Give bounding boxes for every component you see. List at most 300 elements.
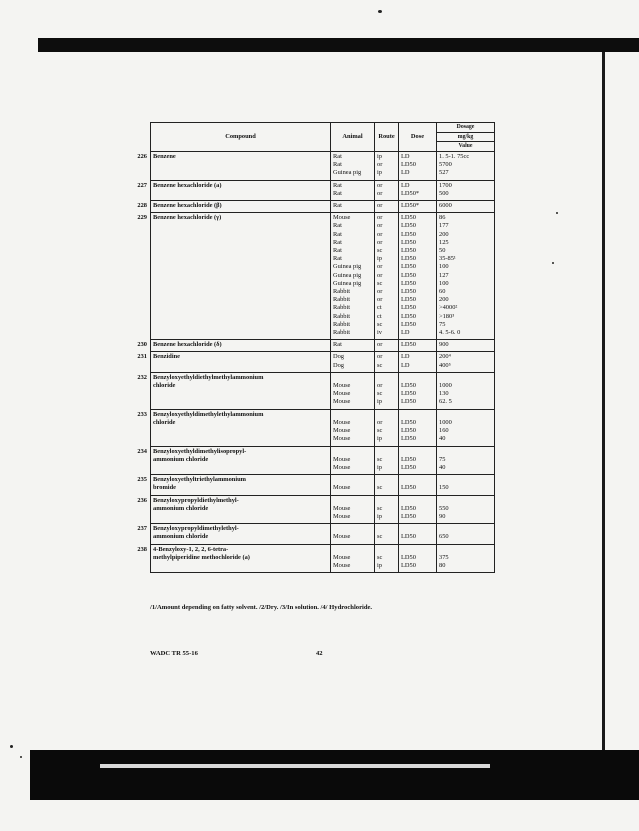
cell-dose <box>399 372 437 409</box>
cell-animal <box>331 446 375 475</box>
dose-line: LD50 <box>401 161 416 169</box>
cell-value <box>437 372 495 409</box>
animal-lines <box>333 182 372 198</box>
route-line: ct <box>377 304 382 312</box>
compound-line: Benzyloxyethyldimethylisopropyl- <box>153 447 247 455</box>
cell-route <box>375 152 399 181</box>
table-row <box>151 340 495 352</box>
cell-value <box>437 524 495 544</box>
compound-line: chloride <box>153 382 176 390</box>
route-line <box>377 546 396 554</box>
value-line: 4. 5-6. 0 <box>439 329 461 337</box>
route-line: ip <box>377 512 382 520</box>
table-header-row <box>151 123 495 152</box>
route-line: or <box>377 263 383 271</box>
cell-value <box>437 446 495 475</box>
table-footnote: /1/Amount depending on fatty solvent. /2/Dry. /3/In solution. /4/ Hydrochloride. <box>150 604 373 611</box>
dose-line: LD50 <box>401 279 416 287</box>
compound-line: ammonium chloride <box>153 504 209 512</box>
compound-line: Benzyloxyethyltriethylammonium <box>153 476 247 484</box>
cell-dose <box>399 180 437 200</box>
animal-line: Rat <box>333 189 342 197</box>
compound-line: ammonium chloride <box>153 455 209 463</box>
header-route: Route <box>375 123 399 152</box>
animal-lines <box>333 411 372 444</box>
cell-dose <box>399 340 437 352</box>
animal-line: Rabbit <box>333 288 351 296</box>
dose-lines <box>401 476 434 492</box>
route-line <box>377 374 396 382</box>
cell-dose <box>399 213 437 340</box>
route-lines <box>377 525 396 541</box>
cell-animal <box>331 201 375 213</box>
value-line: 127 <box>439 271 449 279</box>
compound-lines <box>153 497 328 513</box>
scan-dark-band-top <box>38 38 639 52</box>
animal-line: Rat <box>333 255 342 263</box>
route-lines <box>377 182 396 198</box>
cell-dose <box>399 201 437 213</box>
animal-line: Rat <box>333 153 342 160</box>
entry-number: 237 <box>137 525 147 533</box>
table-row <box>151 352 495 372</box>
dosage-header-stack <box>437 123 494 150</box>
value-line: 1700 <box>439 181 452 189</box>
animal-lines <box>333 153 372 178</box>
route-line: or <box>377 418 383 426</box>
compound-line: chloride <box>153 418 176 426</box>
compound-line: Benzene hexachloride (β) <box>153 202 222 210</box>
value-line: 1000 <box>439 382 452 390</box>
scan-speck <box>20 756 22 758</box>
route-line: or <box>377 189 383 197</box>
dose-lines <box>401 448 434 473</box>
animal-line: Guinea pig <box>333 271 362 279</box>
value-line: >180³ <box>439 312 455 320</box>
compound-lines <box>153 411 328 427</box>
value-lines <box>439 546 492 571</box>
compound-lines <box>153 476 328 492</box>
compound-line: Benzyloxyethyldiethylmethylammonium <box>153 373 264 381</box>
compound-line: Benzene <box>153 153 176 160</box>
value-lines <box>439 525 492 541</box>
cell-value <box>437 201 495 213</box>
cell-value <box>437 213 495 340</box>
compound-lines <box>153 214 328 222</box>
value-line: 125 <box>439 238 449 246</box>
animal-line: Rabbit <box>333 296 351 304</box>
route-line: or <box>377 341 383 349</box>
value-lines <box>439 214 492 337</box>
value-line: 100 <box>439 263 449 271</box>
value-lines <box>439 341 492 349</box>
dose-line: LD50 <box>401 463 416 471</box>
animal-line: Mouse <box>333 484 351 492</box>
animal-line <box>333 374 372 382</box>
cell-compound <box>137 475 331 495</box>
animal-line: Rabbit <box>333 329 351 337</box>
value-line: 90 <box>439 512 446 520</box>
animal-line: Mouse <box>333 418 351 426</box>
scan-speck <box>10 745 13 748</box>
value-lines <box>439 497 492 522</box>
cell-value <box>437 180 495 200</box>
dose-line <box>401 476 434 484</box>
route-line: ip <box>377 561 382 569</box>
value-line: 86 <box>439 214 446 222</box>
compound-lines <box>153 182 328 190</box>
value-lines <box>439 476 492 492</box>
value-line: 75 <box>439 455 446 463</box>
animal-line: Mouse <box>333 561 351 569</box>
table-row <box>151 372 495 409</box>
scan-speck <box>552 262 554 264</box>
route-lines <box>377 202 396 210</box>
dose-line: LD <box>401 329 410 337</box>
animal-line: Mouse <box>333 504 351 512</box>
dose-lines <box>401 525 434 541</box>
cell-dose <box>399 544 437 573</box>
value-line: 5700 <box>439 161 452 169</box>
compound-lines <box>153 546 328 562</box>
cell-compound <box>137 152 331 181</box>
route-line <box>377 497 396 505</box>
table-row <box>151 495 495 524</box>
route-lines <box>377 497 396 522</box>
cell-value <box>437 475 495 495</box>
compound-lines <box>153 202 328 210</box>
route-line: sc <box>377 320 383 328</box>
route-line: or <box>377 230 383 238</box>
cell-compound <box>137 201 331 213</box>
animal-line: Dog <box>333 353 345 361</box>
dose-line: LD50* <box>401 202 420 210</box>
value-line: 400⁵ <box>439 361 451 369</box>
animal-line: Rabbit <box>333 312 351 320</box>
route-line: or <box>377 202 383 210</box>
dose-line: LD50 <box>401 288 416 296</box>
value-lines <box>439 182 492 198</box>
cell-route <box>375 495 399 524</box>
animal-line: Mouse <box>333 398 351 406</box>
table-body <box>137 152 495 573</box>
table-row <box>151 544 495 573</box>
value-line: 500 <box>439 189 449 197</box>
value-lines <box>439 411 492 444</box>
cell-animal <box>331 544 375 573</box>
entry-number: 229 <box>137 214 147 222</box>
cell-animal <box>331 340 375 352</box>
scan-dark-band-bottom <box>30 750 639 800</box>
animal-lines <box>333 546 372 571</box>
entry-number: 235 <box>137 476 147 484</box>
value-line: 1. 5-1. 75cc <box>439 153 470 160</box>
value-line: 40 <box>439 463 446 471</box>
dose-line: LD50 <box>401 247 416 255</box>
animal-lines <box>333 202 372 210</box>
route-line: iv <box>377 329 382 337</box>
cell-compound <box>137 340 331 352</box>
animal-line: Rabbit <box>333 304 351 312</box>
value-line: 62. 5 <box>439 398 452 406</box>
value-lines <box>439 374 492 407</box>
route-line: ip <box>377 255 382 263</box>
compound-line: Benzene hexachloride (a) <box>153 181 222 189</box>
route-line <box>377 411 396 419</box>
compound-line: Benzidine <box>153 353 180 361</box>
value-line <box>439 546 492 554</box>
route-lines <box>377 353 396 369</box>
entry-number: 230 <box>137 341 147 349</box>
animal-line: Rat <box>333 238 342 246</box>
compound-lines <box>153 374 328 390</box>
route-line: or <box>377 238 383 246</box>
cell-animal <box>331 152 375 181</box>
cell-compound <box>137 495 331 524</box>
cell-compound <box>137 180 331 200</box>
route-line: or <box>377 382 383 390</box>
table-row <box>151 409 495 446</box>
animal-line <box>333 525 372 533</box>
dose-lines <box>401 497 434 522</box>
entry-number: 231 <box>137 353 147 361</box>
route-line: or <box>377 214 383 222</box>
dose-line <box>401 525 434 533</box>
cell-dose <box>399 409 437 446</box>
animal-line: Mouse <box>333 512 351 520</box>
route-lines <box>377 153 396 178</box>
table-row <box>151 152 495 181</box>
animal-line: Mouse <box>333 533 351 541</box>
value-line: 160 <box>439 427 449 435</box>
dose-line: LD50 <box>401 390 416 398</box>
value-line <box>439 476 492 484</box>
dose-line: LD50 <box>401 214 416 222</box>
header-dosage-value <box>437 123 495 152</box>
route-line <box>377 525 396 533</box>
entry-number: 234 <box>137 447 147 455</box>
compound-line: Benzyloxyethyldimethylethylammonium <box>153 410 264 418</box>
animal-line <box>333 411 372 419</box>
animal-line: Rat <box>333 181 342 189</box>
value-line <box>439 448 492 456</box>
cell-animal <box>331 495 375 524</box>
dose-line: LD50 <box>401 238 416 246</box>
route-lines <box>377 374 396 407</box>
compound-lines <box>153 525 328 541</box>
value-line: 80 <box>439 561 446 569</box>
dose-line: LD50 <box>401 312 416 320</box>
route-lines <box>377 411 396 444</box>
route-lines <box>377 214 396 337</box>
entry-number: 228 <box>137 202 147 210</box>
dosage-header-line: Value <box>458 143 473 150</box>
value-lines <box>439 153 492 178</box>
route-lines <box>377 341 396 349</box>
cell-route <box>375 446 399 475</box>
value-line: 150 <box>439 484 449 492</box>
scan-speck <box>378 10 382 13</box>
dose-lines <box>401 374 434 407</box>
cell-dose <box>399 495 437 524</box>
animal-line: Dog <box>333 361 345 369</box>
route-line: or <box>377 222 383 230</box>
cell-animal <box>331 409 375 446</box>
animal-line: Mouse <box>333 382 351 390</box>
table-row <box>151 180 495 200</box>
route-line: sc <box>377 455 383 463</box>
dose-lines <box>401 353 434 369</box>
animal-lines <box>333 374 372 407</box>
dosage-header-line: mg/kg <box>437 133 494 142</box>
dose-line: LD50 <box>401 398 416 406</box>
value-line: 35-85¹ <box>439 255 456 263</box>
dose-line: LD <box>401 181 410 189</box>
dose-line: LD <box>401 361 410 369</box>
dose-line <box>401 448 434 456</box>
value-line: 177 <box>439 222 449 230</box>
cell-compound <box>137 524 331 544</box>
animal-line: Mouse <box>333 435 351 443</box>
dose-line: LD50* <box>401 189 420 197</box>
route-line: or <box>377 296 383 304</box>
compound-lines <box>153 153 328 161</box>
value-line: 60 <box>439 288 446 296</box>
animal-line: Rat <box>333 230 342 238</box>
animal-line: Mouse <box>333 553 351 561</box>
compound-line: bromide <box>153 484 176 492</box>
cell-route <box>375 372 399 409</box>
animal-line: Rabbit <box>333 320 351 328</box>
report-id: WADC TR 55-16 <box>150 650 198 657</box>
cell-compound <box>137 372 331 409</box>
table-row <box>151 524 495 544</box>
route-line: ip <box>377 463 382 471</box>
route-line: ip <box>377 435 382 443</box>
value-lines <box>439 202 492 210</box>
compound-line: Benzene hexachloride (δ) <box>153 341 222 349</box>
value-line: 75 <box>439 320 446 328</box>
dose-line: LD50 <box>401 271 416 279</box>
cell-animal <box>331 180 375 200</box>
compound-line: Benzyloxypropyldiethylmethyl- <box>153 496 239 504</box>
animal-line <box>333 497 372 505</box>
value-line: 527 <box>439 169 449 177</box>
animal-line: Mouse <box>333 214 351 222</box>
cell-dose <box>399 475 437 495</box>
cell-compound <box>137 544 331 573</box>
animal-line: Rat <box>333 247 342 255</box>
cell-route <box>375 180 399 200</box>
dosage-header-line: Dosage <box>437 123 494 132</box>
entry-number: 238 <box>137 545 147 553</box>
dose-line: LD50 <box>401 263 416 271</box>
cell-compound <box>137 352 331 372</box>
animal-line: Rat <box>333 161 342 169</box>
animal-lines <box>333 448 372 473</box>
compound-line: Benzyloxypropyldimethylethyl- <box>153 525 239 533</box>
route-line: sc <box>377 427 383 435</box>
dose-line: LD <box>401 353 410 361</box>
animal-line: Guinea pig <box>333 279 362 287</box>
dose-line: LD50 <box>401 304 416 312</box>
entry-number: 226 <box>137 153 147 160</box>
dose-line: LD50 <box>401 455 416 463</box>
table-row <box>151 446 495 475</box>
animal-line: Mouse <box>333 455 351 463</box>
dose-line <box>401 411 434 419</box>
route-line: ip <box>377 153 382 160</box>
toxicity-table <box>137 122 495 573</box>
cell-route <box>375 201 399 213</box>
route-line: sc <box>377 533 383 541</box>
scan-speck <box>556 212 558 214</box>
dose-line <box>401 374 434 382</box>
compound-line: Benzene hexachloride (γ) <box>153 214 222 222</box>
route-line: or <box>377 271 383 279</box>
dose-line <box>401 497 434 505</box>
cell-route <box>375 213 399 340</box>
dose-lines <box>401 411 434 444</box>
entry-number: 233 <box>137 410 147 418</box>
cell-route <box>375 340 399 352</box>
dose-line: LD50 <box>401 382 416 390</box>
dose-line: LD50 <box>401 435 416 443</box>
cell-value <box>437 352 495 372</box>
value-line: 6000 <box>439 202 452 210</box>
dose-line: LD50 <box>401 512 416 520</box>
route-line: ct <box>377 312 382 320</box>
cell-route <box>375 524 399 544</box>
cell-compound <box>137 213 331 340</box>
header-compound: Compound <box>151 123 331 152</box>
value-line: 550 <box>439 504 449 512</box>
route-line: sc <box>377 553 383 561</box>
header-animal: Animal <box>331 123 375 152</box>
cell-route <box>375 352 399 372</box>
cell-compound <box>137 446 331 475</box>
dose-line: LD50 <box>401 484 416 492</box>
value-line: 200⁴ <box>439 353 451 361</box>
cell-animal <box>331 352 375 372</box>
value-line: 130 <box>439 390 449 398</box>
animal-line: Guinea pig <box>333 263 362 271</box>
dose-line <box>401 546 434 554</box>
route-line: sc <box>377 504 383 512</box>
value-line <box>439 497 492 505</box>
cell-route <box>375 409 399 446</box>
header-dose: Dose <box>399 123 437 152</box>
compound-lines <box>153 341 328 349</box>
scan-light-streak <box>100 764 490 768</box>
value-line: 50 <box>439 247 446 255</box>
cell-value <box>437 152 495 181</box>
entry-number: 227 <box>137 181 147 189</box>
animal-line: Mouse <box>333 390 351 398</box>
animal-line <box>333 546 372 554</box>
value-line: 200 <box>439 230 449 238</box>
cell-dose <box>399 446 437 475</box>
entry-number: 232 <box>137 373 147 381</box>
entry-number: 236 <box>137 496 147 504</box>
value-line: 40 <box>439 435 446 443</box>
value-line: 375 <box>439 553 449 561</box>
dose-line: LD50 <box>401 230 416 238</box>
route-lines <box>377 448 396 473</box>
animal-line: Mouse <box>333 463 351 471</box>
cell-animal <box>331 213 375 340</box>
cell-value <box>437 544 495 573</box>
